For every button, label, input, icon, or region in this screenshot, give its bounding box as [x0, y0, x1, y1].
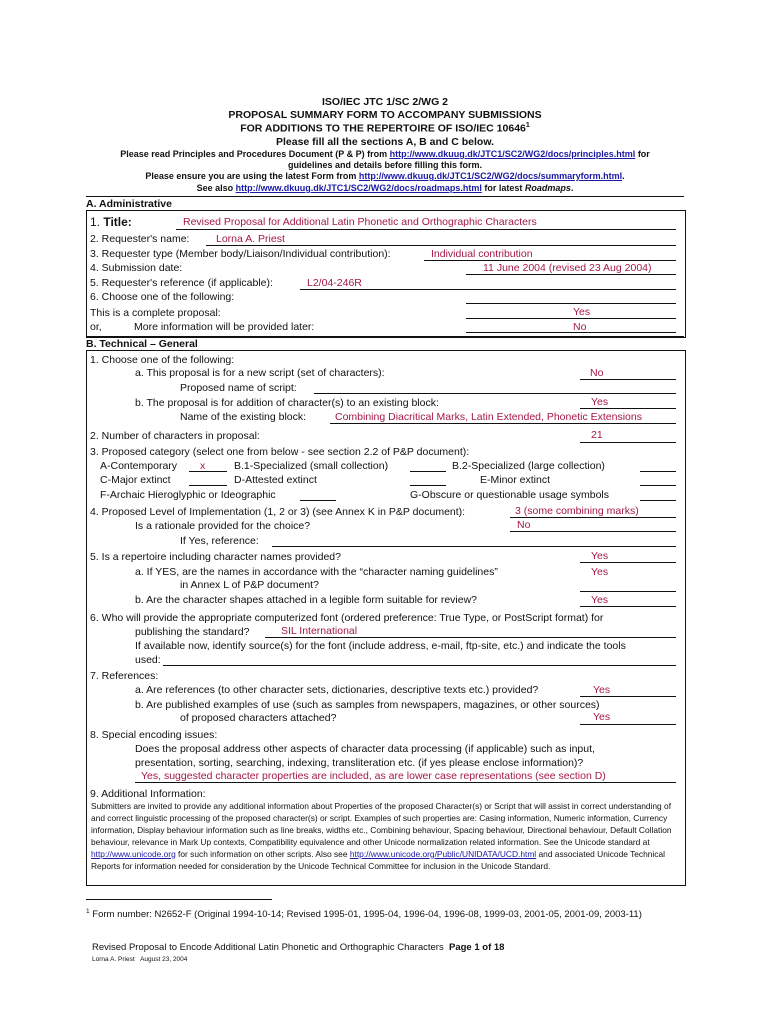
cat-f-label: F-Archaic Hieroglyphic or Ideographic [100, 489, 276, 501]
cat-a-mark[interactable]: x [200, 460, 206, 472]
section-b-heading: B. Technical – General [86, 336, 684, 350]
cat-b2-line [640, 471, 676, 472]
footer-title: Revised Proposal to Encode Additional Latin Phonetic and Orthographic Characters Page 1 of 18 [92, 942, 505, 953]
b-q5-line [580, 562, 676, 563]
b-q7-label: 7. References: [90, 670, 159, 682]
cat-b1-label: B.1-Specialized (small collection) [234, 460, 389, 472]
b-q8-text1: Does the proposal address other aspects of character data processing (if applicable) such as input, [135, 743, 595, 755]
form-title: PROPOSAL SUMMARY FORM TO ACCOMPANY SUBMISSIONS [228, 109, 542, 121]
a-q6b-or: or, [90, 321, 102, 333]
ucd-link[interactable]: http://www.unicode.org/Public/UNIDATA/UCD.html [349, 848, 537, 859]
a-q5-line [300, 289, 676, 290]
section-a-heading: A. Administrative [86, 196, 684, 210]
b-q1a-line [580, 379, 676, 380]
b-q7b-label1: b. Are published examples of use (such as samples from newspapers, magazines, or other sources) [135, 699, 600, 711]
principles-link[interactable]: http://www.dkuug.dk/JTC1/SC2/WG2/docs/principles.html [389, 149, 636, 159]
b-q6-line [265, 637, 676, 638]
b-q5a-line [580, 591, 676, 592]
b-q1a-sub-line [314, 393, 676, 394]
b-q7a-answer[interactable]: Yes [593, 684, 611, 696]
b-q4-sub: Is a rationale provided for the choice? [135, 520, 311, 532]
a-q2-answer[interactable]: Lorna A. Priest [216, 233, 285, 245]
b-q1a-sub: Proposed name of script: [180, 382, 297, 394]
a-q3-label: 3. Requester type (Member body/Liaison/Individual contribution): [90, 248, 391, 260]
a-q6-line [466, 303, 676, 304]
b-q5a-answer[interactable]: Yes [591, 566, 609, 578]
a-q2-label: 2. Requester's name: [90, 233, 190, 245]
guidelines-line: guidelines and details before filling this form. [287, 160, 483, 170]
page-number: Page 1 of 18 [449, 942, 505, 953]
footnote: $^1$ Form number: N2652-F (Original 1994-10-14; Revised 1995-01, 1995-04, 1996-04, 1996-08, 1999-03, 2001-05, 2001-09, 2003-11) [86, 908, 642, 921]
b-q5b-label: b. Are the character shapes attached in a legible form suitable for review? [135, 594, 478, 606]
a-q5-label: 5. Requester's reference (if applicable): [90, 277, 273, 289]
b-q1b-sub: Name of the existing block: [180, 411, 307, 423]
a-q2-line [206, 245, 676, 246]
a-q4-line [466, 274, 676, 275]
b-q7b-line [580, 724, 676, 725]
a-q6-label: 6. Choose one of the following: [90, 291, 235, 303]
b-q1b-answer[interactable]: Yes [591, 396, 609, 408]
a-q6b-answer[interactable]: No [573, 321, 587, 333]
a-q6a-label: This is a complete proposal: [90, 307, 221, 319]
b-q2-line [580, 442, 676, 443]
cat-c-label: C-Major extinct [100, 474, 171, 486]
cat-e-label: E-Minor extinct [480, 474, 551, 486]
a-q1-line [176, 229, 676, 230]
b-q6-label4: used: [135, 654, 161, 666]
b-q1b-label: b. The proposal is for addition of character(s) to an existing block: [135, 397, 439, 409]
principles-instruction: Please read Principles and Procedures Document (P & P) from http://www.dkuug.dk/JTC1/SC2/WG2/docs/principles.html for [120, 149, 650, 159]
roadmaps-link[interactable]: http://www.dkuug.dk/JTC1/SC2/WG2/docs/roadmaps.html [235, 183, 482, 193]
b-q5b-answer[interactable]: Yes [591, 594, 609, 606]
b-q5a-label2: in Annex L of P&P document? [180, 579, 319, 591]
a-q1-answer[interactable]: Revised Proposal for Additional Latin Phonetic and Orthographic Characters [183, 216, 537, 228]
b-q5b-line [580, 606, 676, 607]
b-q5-answer[interactable]: Yes [591, 550, 609, 562]
cat-c-line [189, 485, 227, 486]
roadmaps-instruction: See also http://www.dkuug.dk/JTC1/SC2/WG2/docs/roadmaps.html for latest Roadmaps. [196, 183, 574, 193]
b-q7a-label: a. Are references (to other character sets, dictionaries, descriptive texts etc.) provided? [135, 684, 539, 696]
b-q1b-sub-line [330, 423, 676, 424]
b-q8-label: 8. Special encoding issues: [90, 729, 218, 741]
a-q6b-label: More information will be provided later: [134, 321, 315, 333]
b-q1b-line [580, 408, 676, 409]
cat-d-line [410, 485, 446, 486]
b-q1a-label: a. This proposal is for a new script (set of characters): [135, 367, 385, 379]
cat-b2-label: B.2-Specialized (large collection) [452, 460, 605, 472]
b-q7b-answer[interactable]: Yes [593, 711, 611, 723]
a-q6a-line [466, 318, 676, 319]
cat-f-line [300, 500, 336, 501]
b-q9-label: 9. Additional Information: [90, 788, 206, 800]
b-q4-answer[interactable]: 3 (some combining marks) [515, 505, 639, 517]
b-q2-answer[interactable]: 21 [591, 429, 603, 441]
a-q6a-answer[interactable]: Yes [573, 306, 591, 318]
a-q3-answer[interactable]: Individual contribution [431, 248, 533, 260]
b-q5a-label1: a. If YES, are the names in accordance with the “character naming guidelines” [135, 566, 498, 578]
b-q4-sub-line [510, 531, 676, 532]
b-q4-ref-line [272, 546, 676, 547]
a-q4-answer[interactable]: 11 June 2004 (revised 23 Aug 2004) [483, 262, 652, 274]
b-q6-label3: If available now, identify source(s) for the font (include address, e-mail, ftp-site, etc.) and indicate the tools [135, 640, 626, 652]
b-q8-answer[interactable]: Yes, suggested character properties are included, as are lower case representations (see section D) [141, 770, 606, 782]
fill-instruction: Please fill all the sections A, B and C below. [275, 136, 495, 148]
b-q6-answer[interactable]: SIL International [281, 625, 358, 637]
b-q6-label2: publishing the standard? [135, 626, 250, 638]
b-q4-ref: If Yes, reference: [180, 535, 259, 547]
b-q3-label: 3. Proposed category (select one from below - see section 2.2 of P&P document): [90, 446, 470, 458]
b-q4-label: 4. Proposed Level of Implementation (1, 2 or 3) (see Annex K in P&P document): [90, 506, 466, 518]
cat-a-label: A-Contemporary [100, 460, 178, 472]
footer-author-date: Lorna A. Priest August 23, 2004 [92, 956, 188, 963]
cat-g-line [640, 500, 676, 501]
form-subtitle: FOR ADDITIONS TO THE REPERTOIRE OF ISO/IEC 10646$^1$ [240, 122, 530, 135]
b-q4-line [510, 517, 676, 518]
a-q1-label: 1. Title: [90, 215, 132, 229]
b-q2-label: 2. Number of characters in proposal: [90, 430, 260, 442]
cat-a-line [189, 471, 227, 472]
cat-b1-line [410, 471, 446, 472]
cat-e-line [640, 485, 676, 486]
b-q8-line [135, 782, 676, 783]
a-q3-line [424, 260, 676, 261]
summaryform-link[interactable]: http://www.dkuug.dk/JTC1/SC2/WG2/docs/summaryform.html [358, 171, 623, 181]
a-q5-answer[interactable]: L2/04-246R [307, 277, 362, 289]
footnote-separator [86, 899, 272, 900]
b-q6-used-line [163, 665, 676, 666]
b-q6-label1: 6. Who will provide the appropriate computerized font (ordered preference: True Type, or PostScript format) for [90, 612, 604, 624]
unicode-link[interactable]: http://www.unicode.org [91, 848, 176, 859]
a-q4-label: 4. Submission date: [90, 262, 183, 274]
b-q8-text2: presentation, sorting, searching, indexing, transliteration etc. (if yes please enclose information)? [135, 757, 584, 769]
latest-form-instruction: Please ensure you are using the latest Form from http://www.dkuug.dk/JTC1/SC2/WG2/docs/summaryform.html. [145, 171, 625, 181]
a-q6b-line [466, 332, 676, 333]
b-q4-sub-answer[interactable]: No [517, 519, 531, 531]
b-q1a-answer[interactable]: No [590, 367, 604, 379]
b-q7a-line [580, 696, 676, 697]
form-id: ISO/IEC JTC 1/SC 2/WG 2 [321, 96, 449, 108]
cat-d-label: D-Attested extinct [234, 474, 317, 486]
b-q1-label: 1. Choose one of the following: [90, 354, 235, 366]
b-q9-note: Submitters are invited to provide any additional information about Properties of the proposed Character(s) or Script that will assist in correct understanding of and correct linguistic processing of the proposed character(s) or script. Examples of such properties are: Casing information, Numeric information, Currency information, Display behaviour information such as line breaks, widths etc., Combining behaviour, Spacing behaviour, Directional behaviour, Default Collation behaviour, relevance in Mark Up contexts, Compatibility equivalence and other Unicode normalization related information. See the Unicode standard at http://www.unicode.org for such information on other scripts. Also see http://www.unicode.org/Public/UNIDATA/UCD.html and associated Unicode Technical Reports for information needed for consideration by the Unicode Technical Committee for inclusion in the Unicode Standard. [91, 801, 672, 871]
cat-g-label: G-Obscure or questionable usage symbols [410, 489, 610, 501]
b-q5-label: 5. Is a repertoire including character names provided? [90, 551, 341, 563]
b-q1b-sub-answer[interactable]: Combining Diacritical Marks, Latin Extended, Phonetic Extensions [335, 411, 642, 423]
b-q7b-label2: of proposed characters attached? [180, 712, 337, 724]
